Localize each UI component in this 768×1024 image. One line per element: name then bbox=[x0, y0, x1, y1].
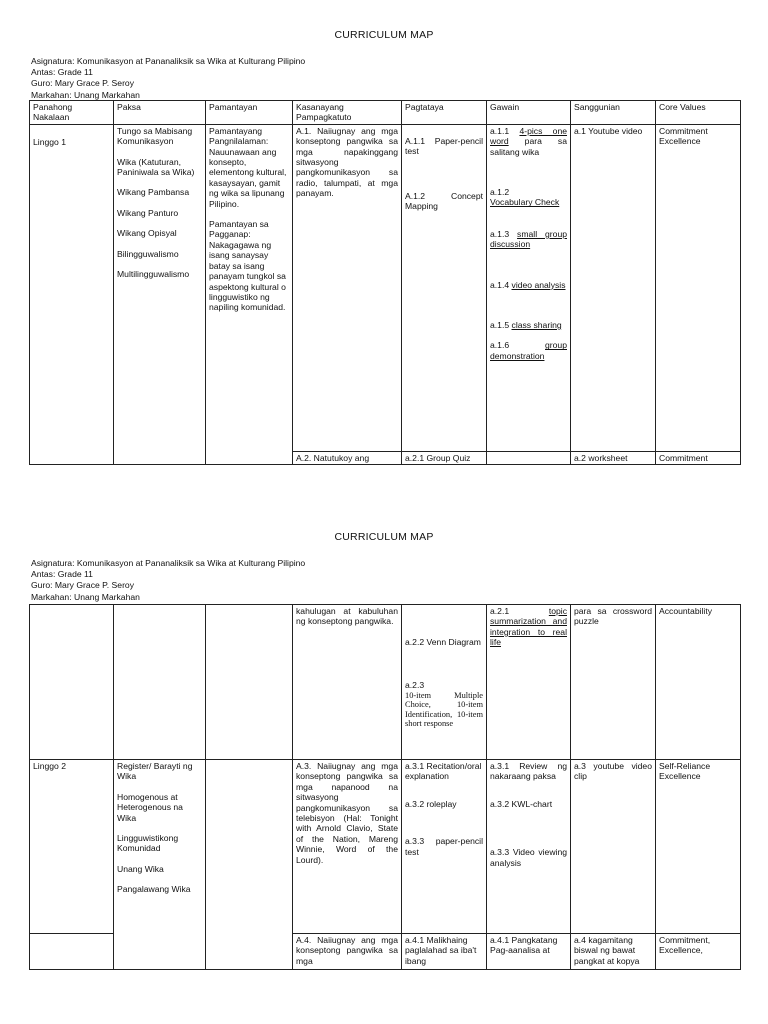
sanggunian-cell: a.2 worksheet bbox=[571, 451, 656, 464]
gawain-cell bbox=[487, 124, 571, 451]
paksa-item: Wika (Katuturan, Paniniwala sa Wika) bbox=[117, 156, 195, 178]
gawain-text: Vocabulary Check bbox=[490, 197, 560, 208]
pamantayan-cell bbox=[206, 605, 293, 760]
gawain-cell bbox=[487, 760, 571, 934]
header-pagtataya: Pagtataya bbox=[402, 101, 487, 125]
pagtataya-item: a.2.2 Venn Diagram bbox=[405, 637, 481, 647]
table-row bbox=[30, 760, 741, 934]
pagtataya-cell bbox=[402, 760, 487, 934]
core-values-cell: Commitment, Excellence, bbox=[656, 934, 741, 970]
paksa-cell bbox=[114, 605, 206, 760]
core-values-cell: Accountability bbox=[656, 605, 741, 760]
page-1 bbox=[0, 0, 768, 470]
pagtataya-item: a.3.2 roleplay bbox=[405, 798, 457, 809]
gawain-item bbox=[490, 187, 567, 208]
paksa-cell bbox=[114, 124, 206, 464]
pamantayan-cell bbox=[206, 760, 293, 970]
guro-line: Guro: Mary Grace P. Seroy bbox=[31, 78, 135, 89]
core-values-cell: Commitment Excellence bbox=[656, 124, 741, 451]
gawain-cell bbox=[487, 451, 571, 464]
page-title: CURRICULUM MAP bbox=[334, 531, 434, 543]
header-paksa: Paksa bbox=[114, 101, 206, 125]
pagtataya-cell: a.4.1 Malikhaing paglalahad sa iba't ibang bbox=[402, 934, 487, 970]
paksa-item: Multilingguwalismo bbox=[117, 269, 190, 280]
table-row bbox=[30, 124, 741, 451]
paksa-item: Bilingguwalismo bbox=[117, 248, 179, 259]
sanggunian-cell: para sa crossword puzzle bbox=[571, 605, 656, 760]
kasanayan-cell: A.4. Naiiugnay ang mga konseptong pangwika sa mga bbox=[293, 934, 402, 970]
gawain-num: a.1.6 bbox=[490, 340, 510, 351]
pagtataya-num: a.2.3 bbox=[405, 680, 425, 691]
gawain-item: a.3.1 Review ng nakaraang paksa bbox=[490, 761, 567, 782]
pagtataya-text: 10-item Multiple Choice, 10-item Identification, 10-item short response bbox=[405, 690, 483, 729]
gawain-num: a.1.3 bbox=[490, 228, 510, 239]
gawain-text: video analysis bbox=[511, 279, 566, 290]
antas-line: Antas: Grade 11 bbox=[31, 67, 93, 78]
panahon-cell: Linggo 2 bbox=[30, 760, 114, 934]
sanggunian-cell: a.3 youtube video clip bbox=[571, 760, 656, 934]
document-meta bbox=[31, 56, 305, 101]
gawain-item: a.3.2 KWL-chart bbox=[490, 798, 553, 809]
kasanayan-cell: kahulugan at kabuluhan ng konseptong pangwika. bbox=[293, 605, 402, 760]
panahon-cell bbox=[30, 605, 114, 760]
gawain-num: a.1.2 bbox=[490, 187, 510, 198]
curriculum-table-1 bbox=[29, 100, 741, 465]
panahon-cell: Linggo 1 bbox=[30, 124, 114, 464]
pamantayan-sa-pagganap: Pamantayan sa Pagganap: Nakagagawa ng isang sanaysay batay sa isang panayam tungkol sa aspektong kultural o lingguwistiko ng napiling komunidad. bbox=[209, 219, 286, 313]
table-row bbox=[30, 605, 741, 760]
gawain-cell bbox=[487, 605, 571, 760]
pagtataya-item: a.3.3 paper-pencil test bbox=[405, 836, 483, 857]
pagtataya-cell bbox=[402, 124, 487, 451]
gawain-item: a.3.3 Video viewing analysis bbox=[490, 847, 567, 868]
gawain-rest: para sa salitang wika bbox=[490, 136, 567, 157]
kasanayan-cell: A.1. Naiiugnay ang mga konseptong pangwika sa mga napakinggang sitwasyong pangkomunikasyon sa radio, talumpati, at mga panayam. bbox=[293, 124, 402, 451]
markahan-line: Markahan: Unang Markahan bbox=[31, 591, 140, 602]
paksa-item: Wikang Opisyal bbox=[117, 228, 177, 239]
pagtataya-item: A.1.1 Paper-pencil test bbox=[405, 135, 483, 157]
header-pamantayan: Pamantayan bbox=[206, 101, 293, 125]
gawain-item bbox=[490, 280, 567, 290]
sanggunian-cell: a.4 kagamitang biswal ng bawat pangkat at kopya bbox=[571, 934, 656, 970]
pagtataya-item bbox=[405, 680, 483, 728]
gawain-cell: a.4.1 Pangkatang Pag-aanalisa at bbox=[487, 934, 571, 970]
asignatura-line: Asignatura: Komunikasyon at Pananaliksik sa Wika at Kulturang Pilipino bbox=[31, 56, 306, 66]
header-gawain: Gawain bbox=[487, 101, 571, 125]
guro-line: Guro: Mary Grace P. Seroy bbox=[31, 580, 135, 591]
paksa-item: Tungo sa Mabisang Komunikasyon bbox=[117, 125, 193, 147]
pamantayan-cell bbox=[206, 124, 293, 464]
paksa-item: Register/ Barayti ng Wika bbox=[117, 761, 193, 782]
markahan-line: Markahan: Unang Markahan bbox=[31, 89, 140, 100]
gawain-item bbox=[490, 229, 567, 250]
sanggunian-cell: a.1 Youtube video bbox=[571, 124, 656, 451]
gawain-item bbox=[490, 320, 567, 330]
gawain-num: a.1.4 bbox=[490, 279, 510, 290]
pagtataya-item: A.1.2 Concept Mapping bbox=[405, 190, 483, 212]
core-values-cell: Commitment bbox=[656, 451, 741, 464]
paksa-item: Wikang Panturo bbox=[117, 207, 179, 218]
kasanayan-cell: A.3. Naiiugnay ang mga konseptong pangwika sa mga napanood na sitwasyong pangkomunikasyon sa telebisyon (Hal: Tonight with Arnold Clavio, State of the Nation, Mareng Winnie, Word of the Lourd). bbox=[293, 760, 402, 934]
header-kasanayan: Kasanayang Pampagkatuto bbox=[293, 101, 402, 125]
gawain-num: a.2.1 bbox=[490, 606, 510, 616]
gawain-item bbox=[490, 340, 567, 361]
panahon-cell bbox=[30, 934, 114, 970]
gawain-text: small group discussion bbox=[490, 228, 567, 250]
gawain-text: class sharing bbox=[511, 320, 562, 331]
page-title: CURRICULUM MAP bbox=[334, 29, 434, 41]
gawain-text: topic summarization and integration to real life bbox=[490, 606, 567, 648]
curriculum-table-2 bbox=[29, 604, 741, 970]
paksa-item: Pangalawang Wika bbox=[117, 884, 191, 895]
paksa-item: Lingguwistikong Komunidad bbox=[117, 833, 179, 854]
gawain-num: a.1.5 bbox=[490, 320, 510, 331]
page-2 bbox=[0, 500, 768, 1024]
gawain-text: group demonstration bbox=[490, 340, 567, 361]
pamantayang-pangnilalaman: Pamantayang Pangnilalaman: Nauunawaan ang konsepto, elementong kultural, kasaysayan, gamit ng wika sa lipunang Pilipino. bbox=[209, 125, 287, 209]
paksa-item: Homogenous at Heterogenous na Wika bbox=[117, 791, 183, 823]
pagtataya-cell bbox=[402, 605, 487, 760]
paksa-item: Wikang Pambansa bbox=[117, 187, 190, 198]
pagtataya-cell: a.2.1 Group Quiz bbox=[402, 451, 487, 464]
header-panahon: Panahong Nakalaan bbox=[30, 101, 114, 125]
pagtataya-item: a.3.1 Recitation/oral explanation bbox=[405, 761, 482, 782]
gawain-text: 4-pics one word bbox=[490, 125, 568, 147]
document-meta bbox=[31, 558, 305, 603]
header-row bbox=[30, 101, 741, 125]
core-values-cell: Self-Reliance Excellence bbox=[656, 760, 741, 934]
paksa-cell bbox=[114, 760, 206, 970]
antas-line: Antas: Grade 11 bbox=[31, 569, 93, 580]
paksa-item: Unang Wika bbox=[117, 863, 164, 874]
gawain-num: a.1.1 bbox=[490, 125, 510, 136]
asignatura-line: Asignatura: Komunikasyon at Pananaliksik sa Wika at Kulturang Pilipino bbox=[31, 558, 306, 568]
header-core-values: Core Values bbox=[656, 101, 741, 125]
header-sanggunian: Sanggunian bbox=[571, 101, 656, 125]
gawain-item bbox=[490, 126, 567, 157]
kasanayan-cell: A.2. Natutukoy ang bbox=[293, 451, 402, 464]
